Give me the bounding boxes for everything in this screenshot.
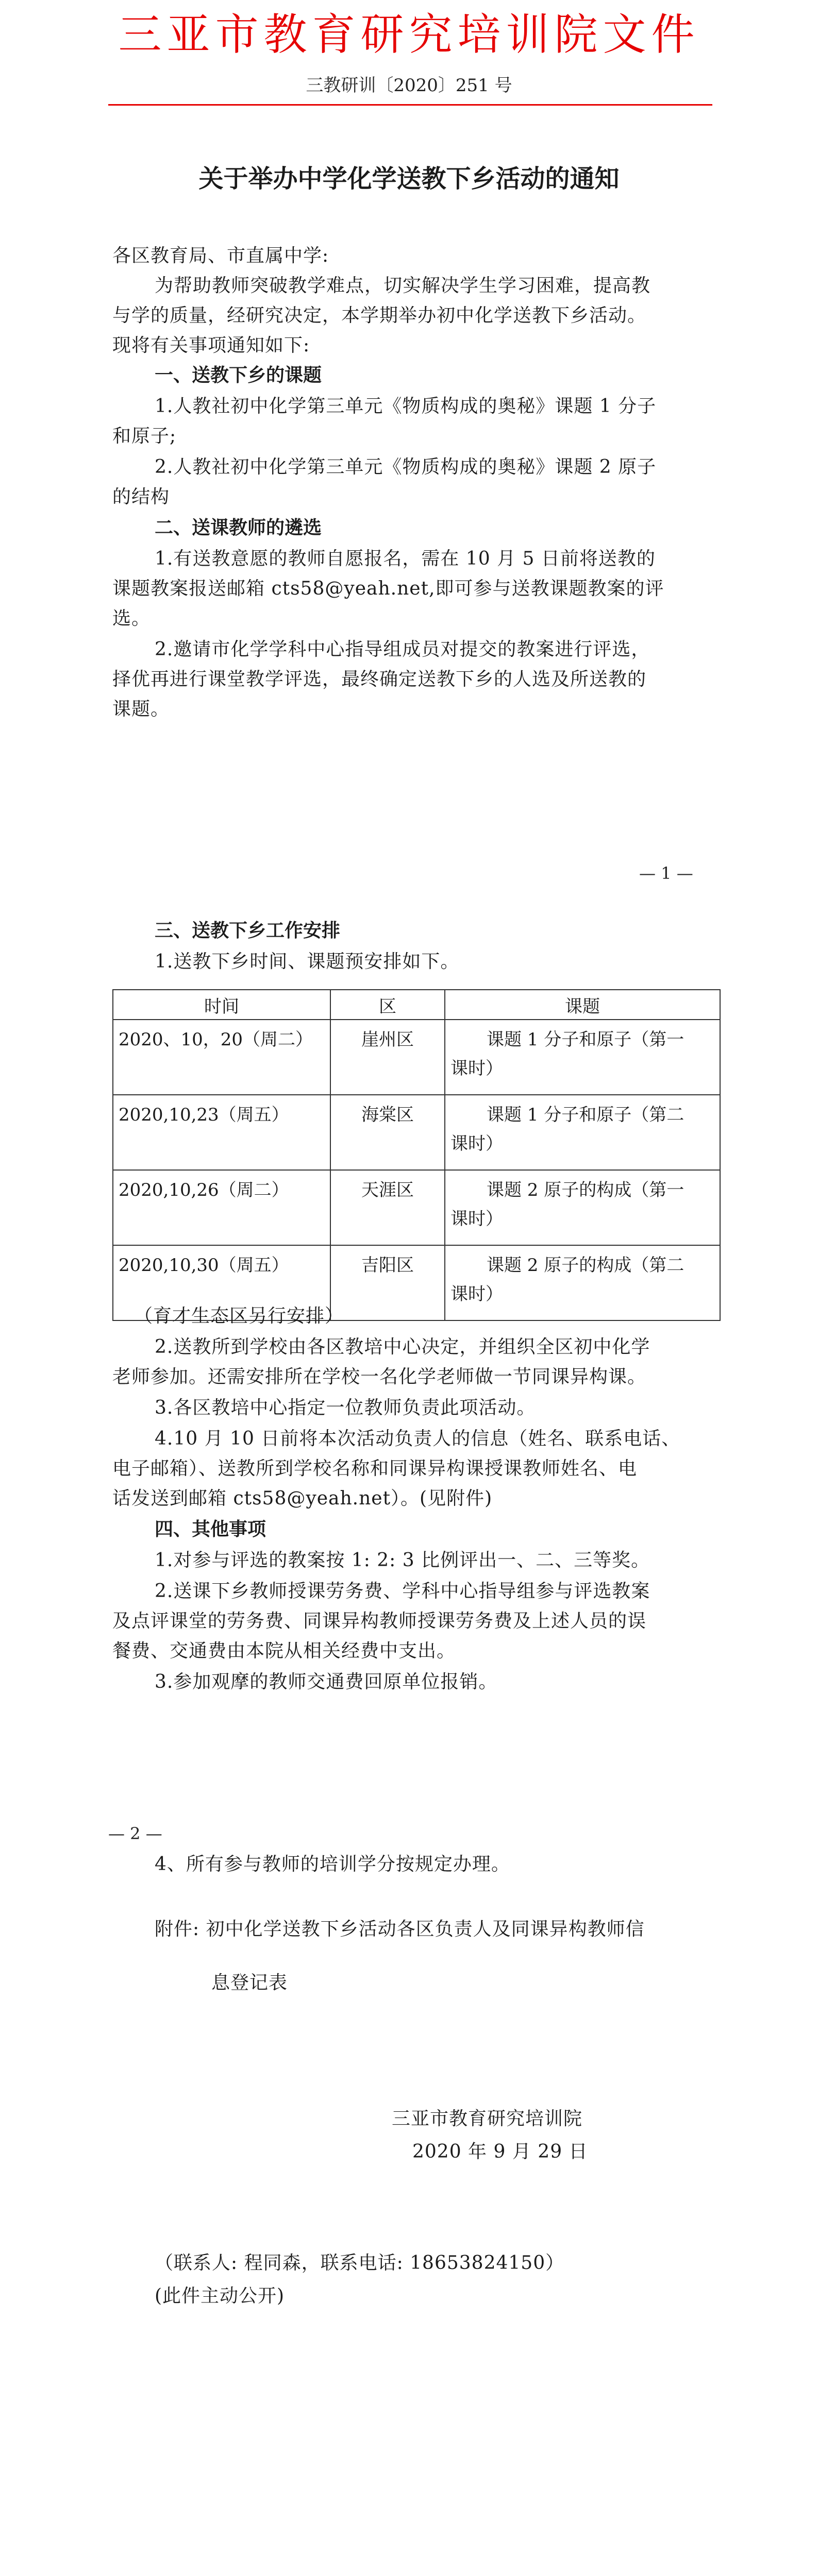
document-header-title: 三亚市教育研究培训院文件 — [118, 9, 700, 60]
schedule-intro: 1.送教下乡时间、课题预安排如下。 — [155, 951, 460, 972]
cell-time: 2020,10,23（周五） — [113, 1095, 330, 1170]
attachment-line: 息登记表 — [211, 1972, 288, 1993]
cell-district: 海棠区 — [330, 1095, 445, 1170]
cell-topic: 课题 1 分子和原子（第一 课时） — [445, 1020, 720, 1095]
contact-info: （联系人: 程同森，联系电话: 18653824150） — [155, 2252, 565, 2274]
intro-line: 现将有关事项通知如下: — [112, 335, 310, 356]
cell-district: 天涯区 — [330, 1170, 445, 1245]
column-header: 时间 — [113, 990, 330, 1020]
list-item: 和原子; — [112, 426, 177, 447]
table-note: （育才生态区另行安排） — [134, 1306, 344, 1327]
cell-district: 吉阳区 — [330, 1245, 445, 1320]
salutation: 各区教育局、市直属中学: — [112, 245, 329, 266]
table-row — [113, 1095, 720, 1170]
section4-heading: 四、其他事项 — [155, 1519, 266, 1540]
public-note: (此件主动公开) — [155, 2285, 285, 2307]
list-item: 话发送到邮箱 cts58@yeah.net）。(见附件) — [112, 1488, 493, 1509]
list-item: 2.送教所到学校由各区教培中心决定，并组织全区初中化学 — [155, 1336, 650, 1358]
page-number: — 2 — — [108, 1824, 162, 1843]
column-header: 课题 — [445, 990, 720, 1020]
list-item: 3.参加观摩的教师交通费回原单位报销。 — [155, 1671, 498, 1692]
list-item: 及点评课堂的劳务费、同课异构教师授课劳务费及上述人员的误 — [112, 1611, 647, 1632]
item-4: 4、所有参与教师的培训学分按规定办理。 — [155, 1854, 510, 1875]
section2-heading: 二、送课教师的遴选 — [155, 517, 322, 538]
list-item: 老师参加。还需安排所在学校一名化学老师做一节同课异构课。 — [112, 1366, 647, 1387]
intro-line: 为帮助教师突破教学难点，切实解决学生学习困难，提高教 — [155, 275, 651, 296]
list-item: 的结构 — [112, 486, 170, 507]
section1-heading: 一、送教下乡的课题 — [155, 365, 322, 386]
red-divider — [108, 104, 712, 106]
list-item: 2.送课下乡教师授课劳务费、学科中心指导组参与评选教案 — [155, 1581, 650, 1602]
list-item: 择优再进行课堂教学评选，最终确定送教下乡的人选及所送教的 — [112, 669, 647, 690]
section3-heading: 三、送教下乡工作安排 — [155, 920, 341, 941]
cell-time: 2020、10，20（周二） — [113, 1020, 330, 1095]
notice-title: 关于举办中学化学送教下乡活动的通知 — [198, 164, 620, 193]
cell-district: 崖州区 — [330, 1020, 445, 1095]
list-item: 2.邀请市化学学科中心指导组成员对提交的教案进行评选， — [155, 639, 650, 660]
signature-date: 2020 年 9 月 29 日 — [412, 2141, 588, 2162]
list-item: 1.人教社初中化学第三单元《物质构成的奥秘》课题 1 分子 — [155, 396, 657, 417]
page-number: — 1 — — [639, 863, 693, 883]
list-item: 选。 — [112, 608, 151, 629]
cell-topic: 课题 2 原子的构成（第二 课时） — [445, 1245, 720, 1320]
cell-time: 2020,10,30（周五） — [113, 1245, 330, 1320]
table-header-row — [113, 990, 720, 1020]
list-item: 课题。 — [112, 699, 170, 720]
document-number: 三教研训〔2020〕251 号 — [306, 75, 512, 96]
signature-org: 三亚市教育研究培训院 — [392, 2108, 583, 2129]
list-item: 课题教案报送邮箱 cts58@yeah.net,即可参与送教课题教案的评 — [112, 578, 664, 599]
attachment-line: 附件: 初中化学送教下乡活动各区负责人及同课异构教师信 — [155, 1919, 645, 1940]
cell-topic: 课题 1 分子和原子（第二 课时） — [445, 1095, 720, 1170]
list-item: 1.有送教意愿的教师自愿报名，需在 10 月 5 日前将送教的 — [155, 548, 656, 569]
column-header: 区 — [330, 990, 445, 1020]
schedule-table — [112, 989, 721, 1321]
list-item: 4.10 月 10 日前将本次活动负责人的信息（姓名、联系电话、 — [155, 1428, 681, 1449]
list-item: 2.人教社初中化学第三单元《物质构成的奥秘》课题 2 原子 — [155, 456, 657, 478]
list-item: 电子邮箱）、送教所到学校名称和同课异构课授课教师姓名、电 — [112, 1458, 638, 1479]
cell-topic: 课题 2 原子的构成（第一 课时） — [445, 1170, 720, 1245]
table-row — [113, 1170, 720, 1245]
list-item: 餐费、交通费由本院从相关经费中支出。 — [112, 1640, 456, 1662]
list-item: 3.各区教培中心指定一位教师负责此项活动。 — [155, 1397, 536, 1418]
cell-time: 2020,10,26（周二） — [113, 1170, 330, 1245]
table-row — [113, 1020, 720, 1095]
intro-line: 与学的质量，经研究决定，本学期举办初中化学送教下乡活动。 — [112, 305, 647, 326]
list-item: 1.对参与评选的教案按 1: 2: 3 比例评出一、二、三等奖。 — [155, 1550, 650, 1571]
